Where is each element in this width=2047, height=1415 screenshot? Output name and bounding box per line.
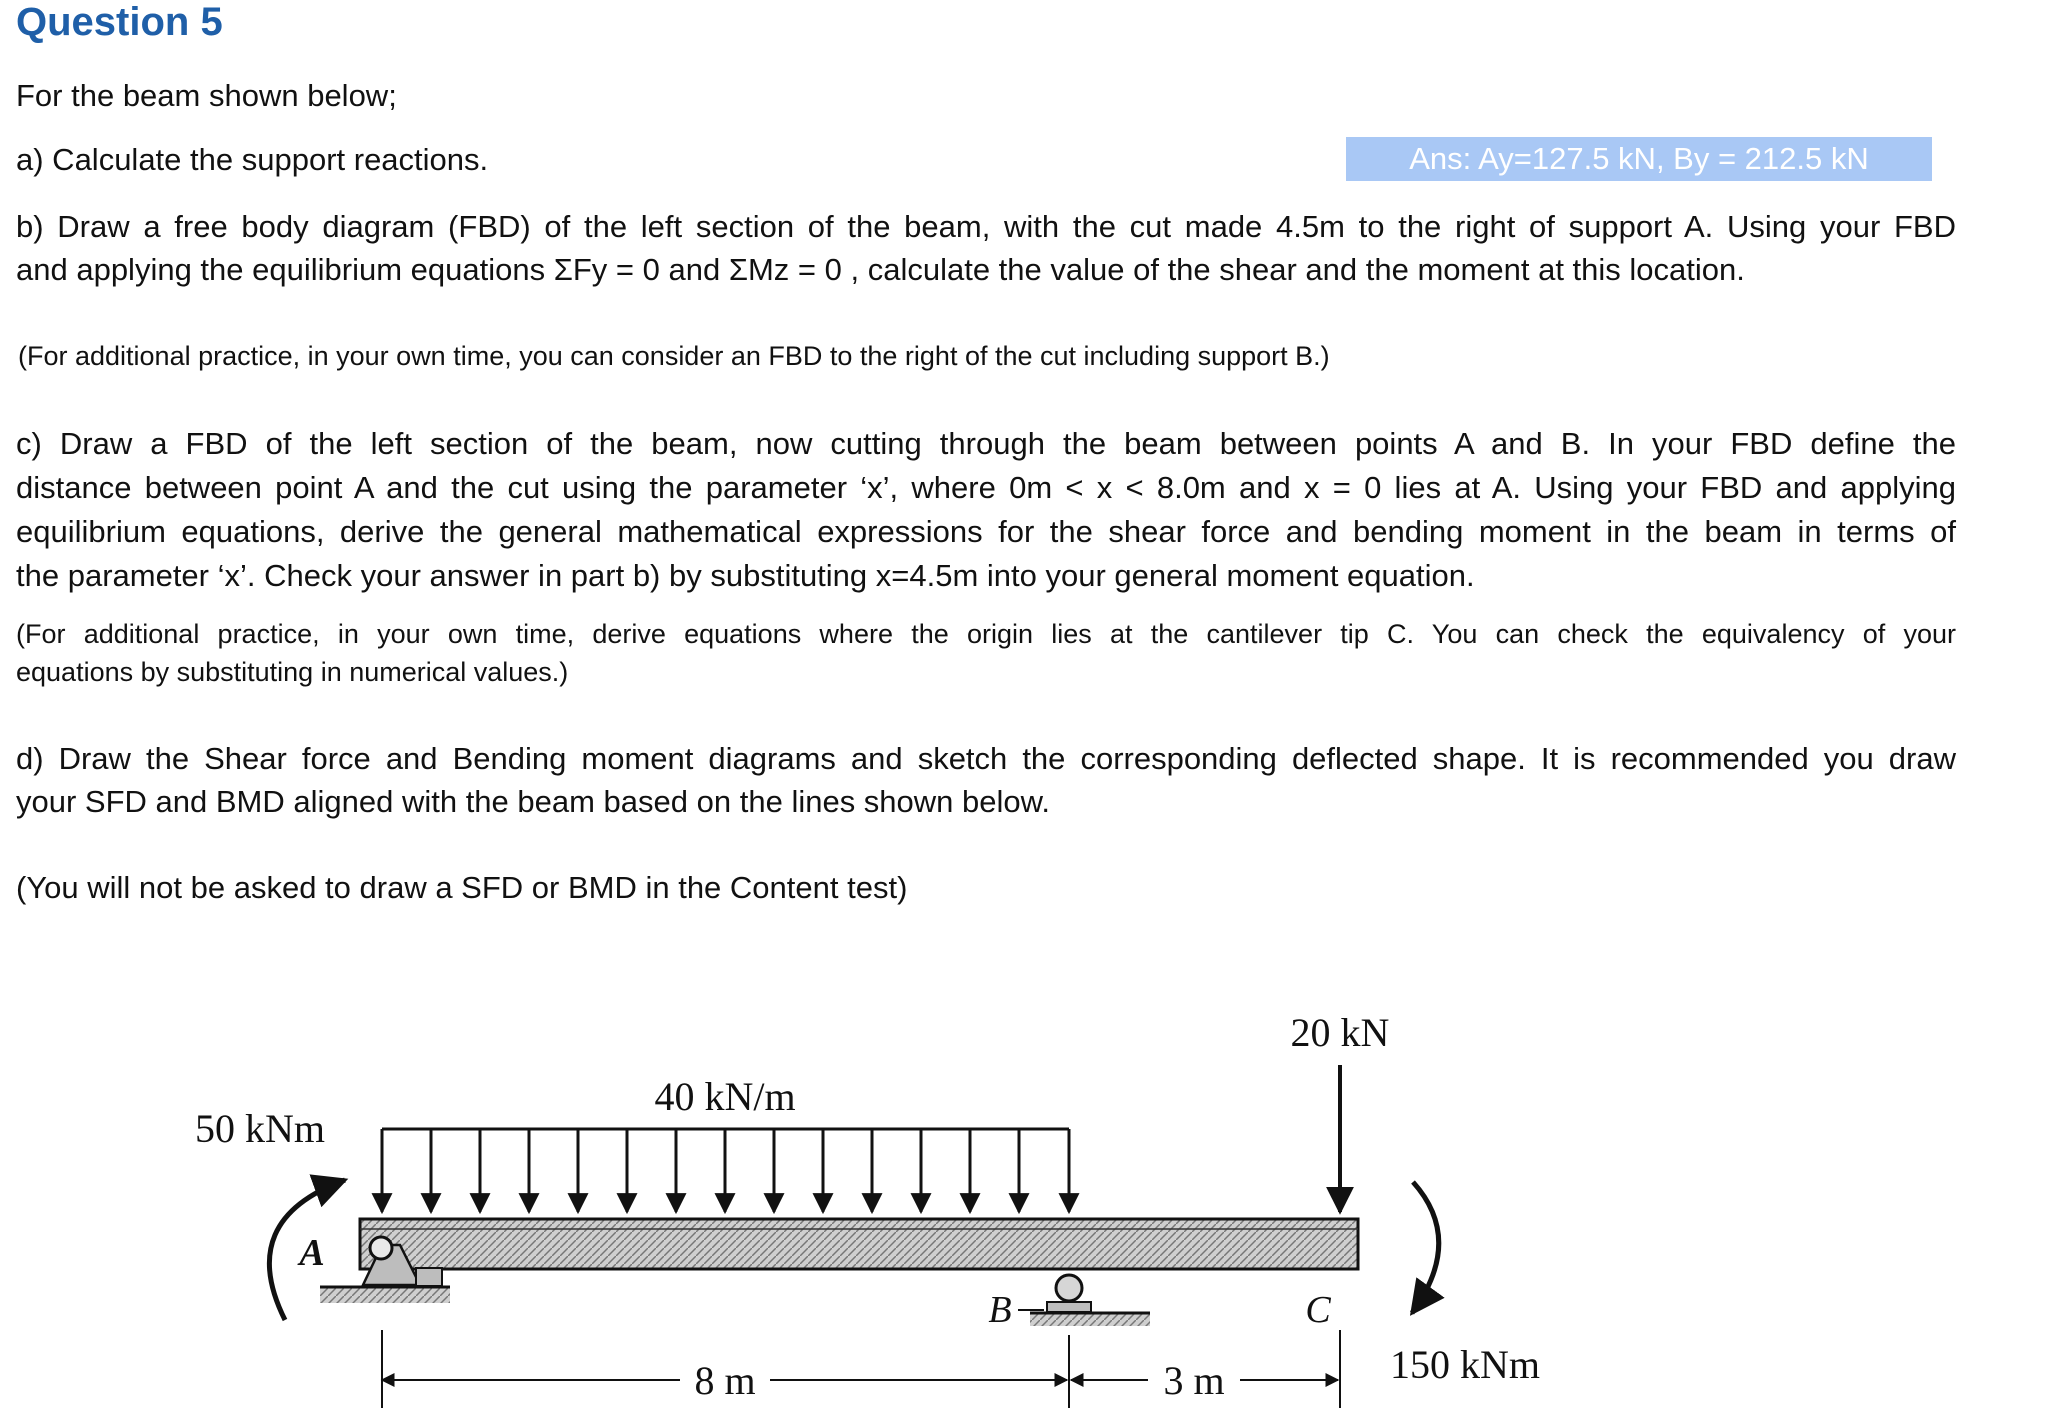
label-c: C (1305, 1289, 1331, 1331)
part-c-line-1: c) Draw a FBD of the left section of the beam, now cutting through the beam between points A and B. In your FBD define the (16, 426, 1956, 461)
span-ab-label: 8 m (694, 1358, 756, 1403)
part-c-line-3: equilibrium equations, derive the general mathematical expressions for the shear force and bending moment in the beam in terms of (16, 514, 1956, 549)
question-title: Question 5 (16, 0, 223, 44)
part-c-note-1: (For additional practice, in your own time, derive equations where the origin lies at the cantilever tip C. You can check the equivalency of your (16, 619, 1956, 649)
intro-text: For the beam shown below; (16, 78, 397, 113)
moment-right-label: 150 kNm (1390, 1342, 1540, 1387)
answer-box: Ans: Ay=127.5 kN, By = 212.5 kN (1346, 137, 1932, 181)
part-a-text: a) Calculate the support reactions. (16, 142, 489, 177)
part-d-note: (You will not be asked to draw a SFD or BMD in the Content test) (16, 870, 908, 905)
moment-arrow-right (1412, 1182, 1439, 1313)
span-bc-label: 3 m (1163, 1358, 1225, 1403)
beam (360, 1219, 1358, 1269)
part-b-line-1: b) Draw a free body diagram (FBD) of the left section of the beam, with the cut made 4.5m to the right of support A. Using your FBD (16, 209, 1956, 244)
part-d-line-1: d) Draw the Shear force and Bending moment diagrams and sketch the corresponding deflected shape. It is recommended you draw (16, 741, 1956, 776)
part-b-line-2: and applying the equilibrium equations ΣFy = 0 and ΣMz = 0 , calculate the value of the shear and the moment at this location. (16, 252, 1745, 287)
label-a: A (299, 1232, 325, 1274)
part-d-line-2: your SFD and BMD aligned with the beam based on the lines shown below. (16, 784, 1050, 819)
part-c-line-4: the parameter ‘x’. Check your answer in part b) by substituting x=4.5m into your general moment equation. (16, 558, 1475, 593)
udl-label: 40 kN/m (654, 1074, 796, 1119)
roller-support-b (1030, 1275, 1150, 1326)
part-c-note-2: equations by substituting in numerical values.) (16, 657, 569, 687)
udl-load (382, 1129, 1069, 1212)
part-c-line-2: distance between point A and the cut using the parameter ‘x’, where 0m < x < 8.0m and x = 0 lies at A. Using your FBD and applying (16, 470, 1956, 505)
part-b-note: (For additional practice, in your own time, you can consider an FBD to the right of the cut including support B.) (18, 341, 1330, 371)
label-b: B (988, 1289, 1012, 1331)
point-load-label: 20 kN (1290, 1010, 1390, 1055)
moment-left-label: 50 kNm (195, 1106, 325, 1151)
